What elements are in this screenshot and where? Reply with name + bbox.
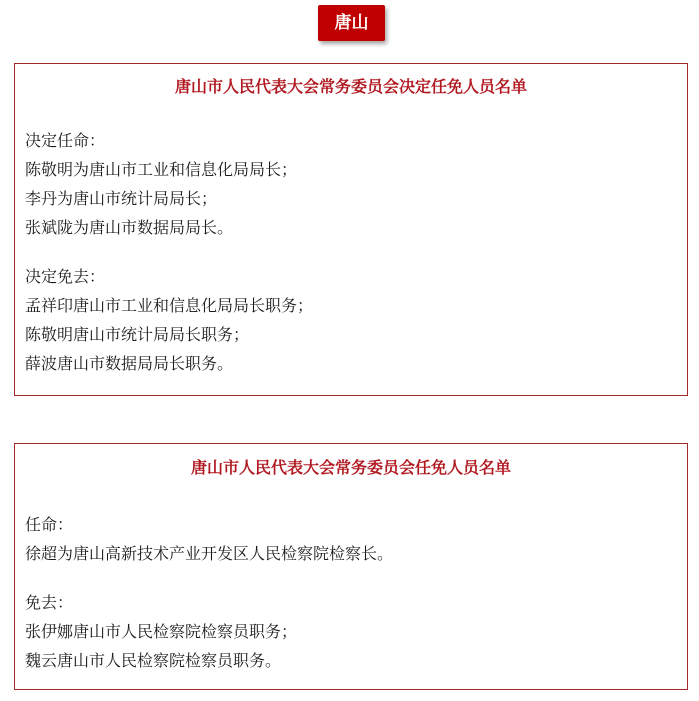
appointment-list-title: 唐山市人民代表大会常务委员会任免人员名单 (190, 458, 511, 477)
appoint-heading: 任命： (25, 515, 74, 534)
list-item: 张斌陇为唐山市数据局局长。 (25, 218, 234, 237)
list-item: 孟祥印唐山市工业和信息化局局长职务； (25, 296, 314, 315)
remove-heading: 决定免去： (25, 267, 106, 286)
list-item: 陈敬明为唐山市工业和信息化局局长； (25, 160, 298, 179)
remove-heading: 免去： (25, 593, 74, 612)
spacer (25, 242, 677, 262)
decision-list-title: 唐山市人民代表大会常务委员会决定任免人员名单 (174, 77, 527, 96)
list-item: 徐超为唐山高新技术产业开发区人民检察院检察长。 (25, 544, 394, 563)
list-item: 薛波唐山市数据局局长职务。 (25, 354, 234, 373)
spacer (25, 568, 677, 588)
decision-list-body (25, 126, 677, 378)
decision-list-box (14, 63, 688, 396)
city-tag: 唐山 (318, 5, 385, 41)
list-item: 李丹为唐山市统计局局长； (25, 189, 218, 208)
list-item: 张伊娜唐山市人民检察院检察员职务； (25, 622, 298, 641)
appointment-list-box (14, 443, 688, 690)
appointment-list-body (25, 510, 677, 675)
list-item: 魏云唐山市人民检察院检察员职务。 (25, 651, 282, 670)
list-item: 陈敬明唐山市统计局局长职务； (25, 325, 250, 344)
appoint-heading: 决定任命： (25, 131, 106, 150)
